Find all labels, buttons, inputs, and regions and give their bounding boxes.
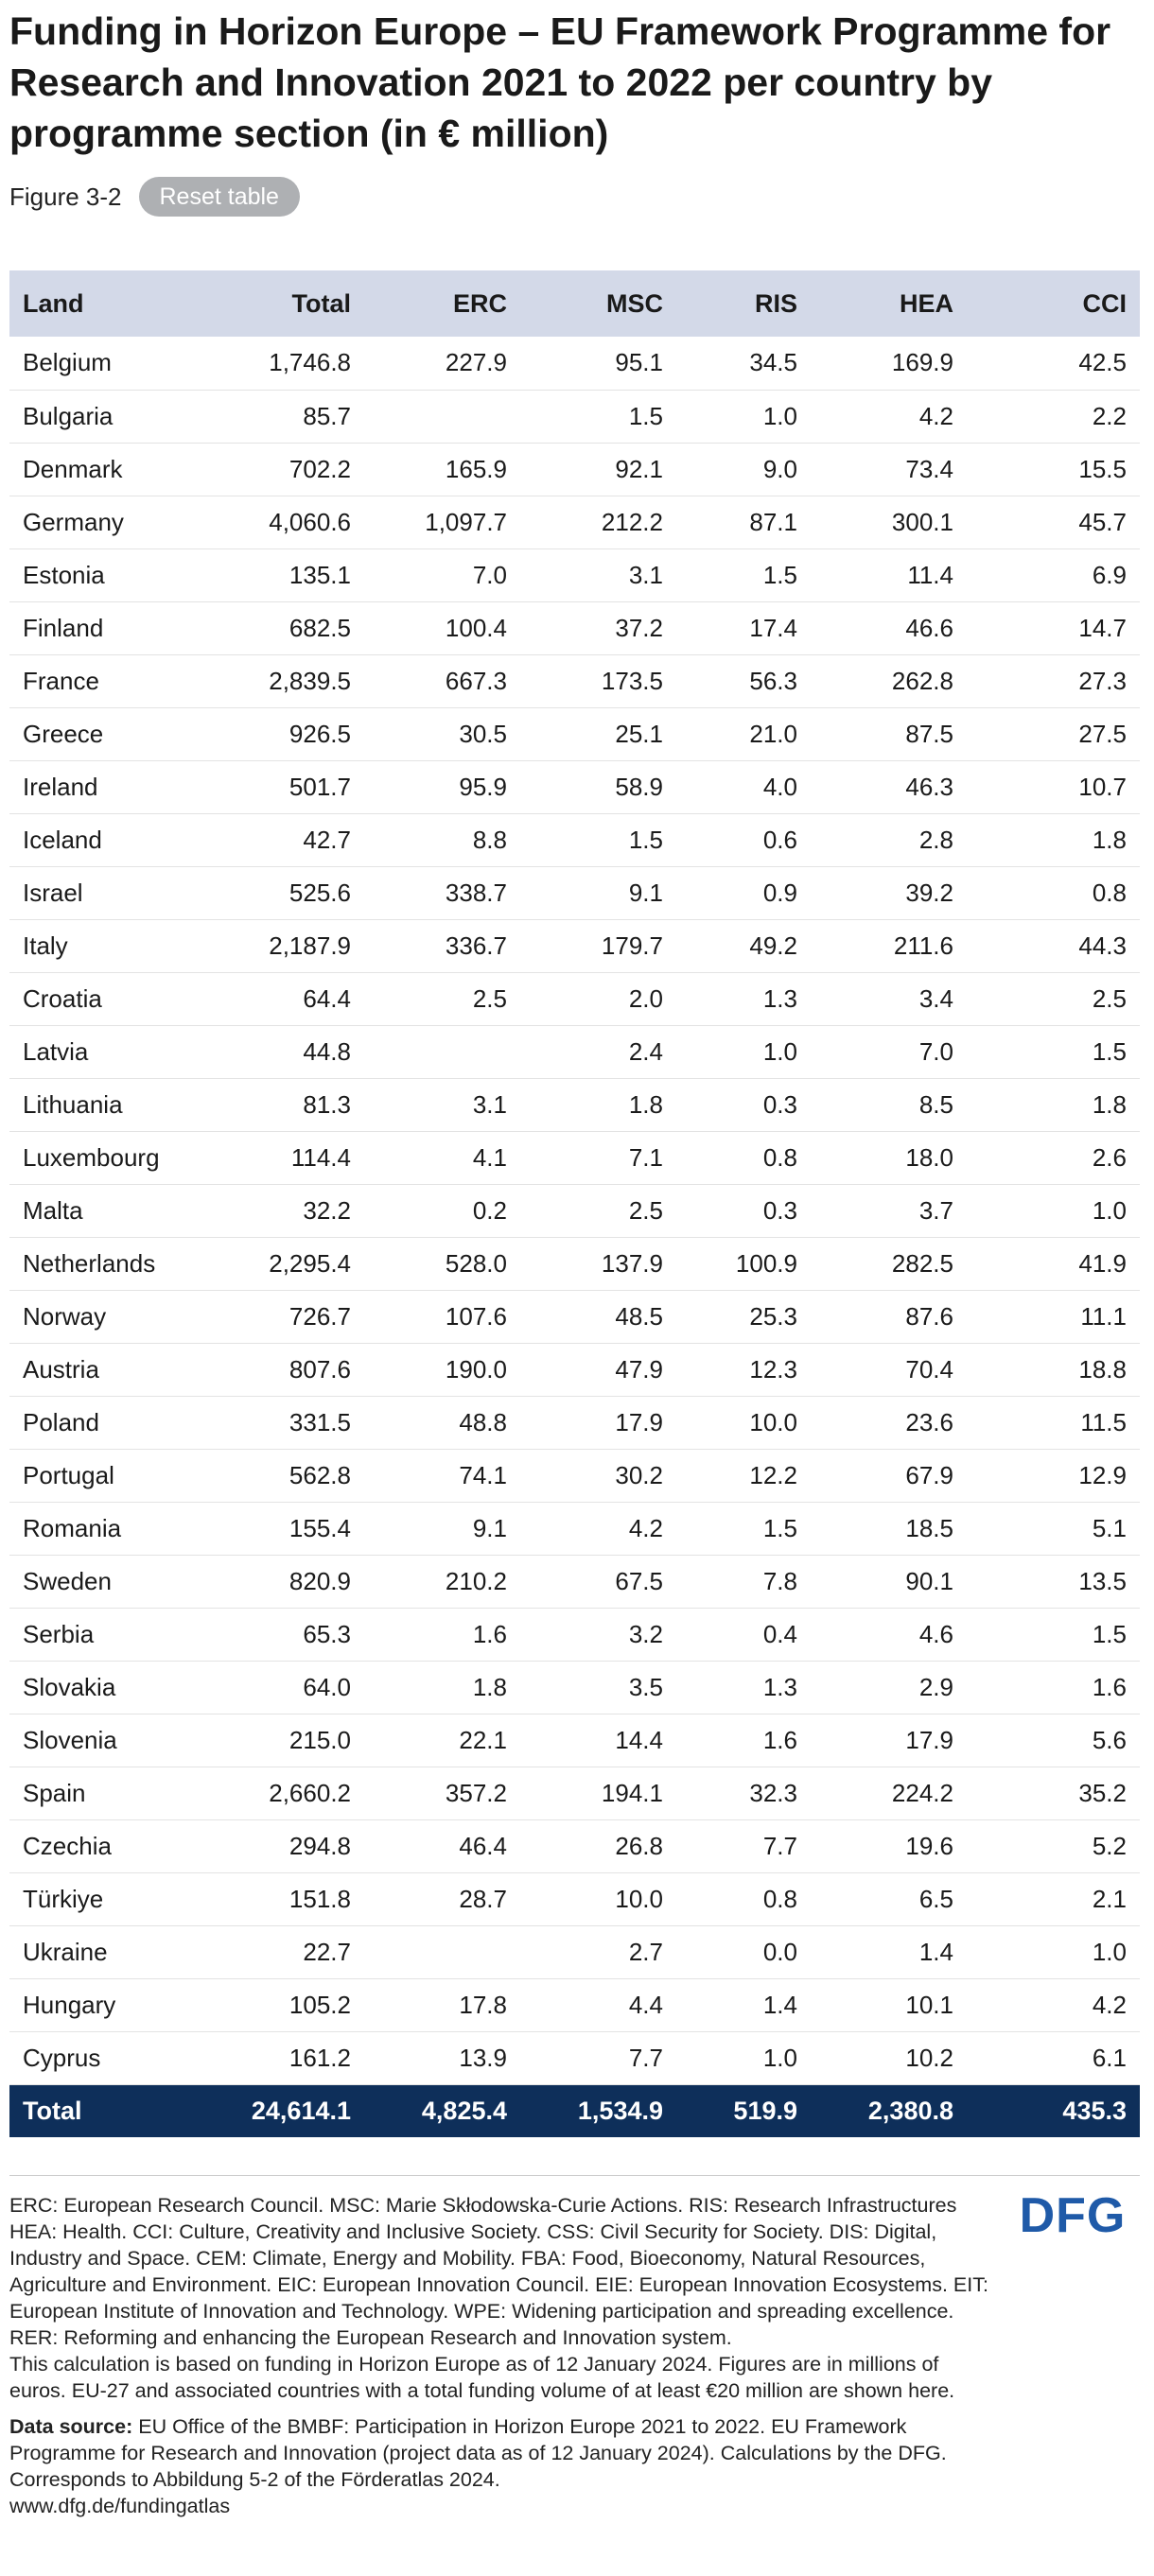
source-url[interactable]: www.dfg.de/fundingatlas: [9, 2495, 231, 2517]
table-row: [9, 1555, 1140, 1608]
value-cell-hea: 300.1: [891, 507, 953, 536]
value-cell-hea: 1.4: [918, 1937, 953, 1966]
value-cell-ris: 1.0: [762, 2043, 797, 2072]
data-source-note: [9, 2413, 993, 2493]
value-cell-erc: 3.1: [472, 1089, 507, 1119]
footer-divider: [9, 2175, 1140, 2176]
value-cell-msc: 1.5: [628, 825, 663, 854]
abbreviations-note: ERC: European Research Council. MSC: Marie Skłodowska-Curie Actions. RIS: Research Infrastructures HEA: Health. CCI: Culture, Creativity and Inclusive Society. CSS: Civil Security for Society. DIS: Digital, Industry and Space. CEM: Climate, Energy and Mobility. FBA: Food, Bioeconomy, Natural Resources, Agriculture and Environment. EIC: European Innovation Council. EIE: European Innovation Ecosystems. EIT: European Institute of Innovation and Technology. WPE: Widening participation and spreading excellence. RER: Reforming and enhancing the European Research and Innovation system.: [9, 2194, 988, 2349]
value-cell-hea: 73.4: [905, 454, 953, 483]
value-cell-total: 2,295.4: [269, 1248, 351, 1278]
country-cell: Austria: [23, 1354, 99, 1384]
value-cell-hea: 87.5: [905, 719, 953, 748]
figure-label: Figure 3-2: [9, 182, 122, 211]
value-cell-hea: 18.5: [905, 1513, 953, 1542]
value-cell-total: 64.0: [303, 1672, 351, 1701]
value-cell-hea: 70.4: [905, 1354, 953, 1384]
country-cell: Iceland: [23, 825, 102, 854]
value-cell-hea: 23.6: [905, 1407, 953, 1436]
country-cell: Belgium: [23, 348, 112, 377]
country-cell: Italy: [23, 931, 68, 960]
value-cell-msc: 7.1: [628, 1142, 663, 1172]
value-cell-cci: 1.5: [1092, 1619, 1127, 1648]
country-cell: Romania: [23, 1513, 122, 1542]
value-cell-msc: 26.8: [615, 1831, 663, 1860]
value-cell-hea: 4.2: [918, 401, 953, 430]
calculation-note: This calculation is based on funding in Horizon Europe as of 12 January 2024. Figures are in millions of euros. EU-27 and associated countries with a total funding volume of at least €20 million are shown here.: [9, 2353, 955, 2402]
value-cell-msc: 30.2: [615, 1460, 663, 1489]
value-cell-erc: 22.1: [459, 1725, 507, 1754]
funding-table: [9, 270, 1140, 2137]
value-cell-total: 501.7: [288, 772, 351, 801]
country-cell: Netherlands: [23, 1248, 156, 1278]
value-cell-msc: 92.1: [615, 454, 663, 483]
value-cell-ris: 0.6: [762, 825, 797, 854]
value-cell-hea: 87.6: [905, 1301, 953, 1331]
country-cell: Malta: [23, 1195, 83, 1225]
value-cell-erc: 9.1: [472, 1513, 507, 1542]
value-cell-ris: 32.3: [749, 1778, 797, 1807]
value-cell-total: 2,660.2: [269, 1778, 351, 1807]
value-cell-ris: 0.3: [762, 1195, 797, 1225]
table-header-row: [9, 270, 1140, 337]
value-cell-ris: 7.7: [762, 1831, 797, 1860]
value-cell-hea: 18.0: [905, 1142, 953, 1172]
value-cell-cci: 1.8: [1092, 825, 1127, 854]
value-cell-erc: 4.1: [472, 1142, 507, 1172]
table-row: [9, 548, 1140, 601]
table-row: [9, 1025, 1140, 1078]
value-cell-hea: 39.2: [905, 878, 953, 907]
value-cell-hea: 2.8: [918, 825, 953, 854]
total-cell-msc: 1,534.9: [577, 2096, 663, 2125]
value-cell-msc: 3.5: [628, 1672, 663, 1701]
value-cell-msc: 4.4: [628, 1990, 663, 2019]
value-cell-total: 44.8: [303, 1036, 351, 1066]
value-cell-ris: 1.4: [762, 1990, 797, 2019]
value-cell-erc: 210.2: [445, 1566, 507, 1595]
table-row: [9, 1767, 1140, 1819]
value-cell-hea: 3.7: [918, 1195, 953, 1225]
value-cell-erc: 1.8: [472, 1672, 507, 1701]
value-cell-hea: 17.9: [905, 1725, 953, 1754]
value-cell-total: 525.6: [288, 878, 351, 907]
value-cell-ris: 9.0: [762, 454, 797, 483]
country-cell: Israel: [23, 878, 83, 907]
value-cell-erc: 338.7: [445, 878, 507, 907]
table-row: [9, 1290, 1140, 1343]
table-row: [9, 1661, 1140, 1714]
total-row: [9, 2084, 1140, 2137]
country-cell: Slovakia: [23, 1672, 116, 1701]
value-cell-ris: 12.3: [749, 1354, 797, 1384]
value-cell-msc: 3.2: [628, 1619, 663, 1648]
value-cell-ris: 4.0: [762, 772, 797, 801]
value-cell-ris: 7.8: [762, 1566, 797, 1595]
value-cell-msc: 67.5: [615, 1566, 663, 1595]
value-cell-ris: 12.2: [749, 1460, 797, 1489]
value-cell-total: 1,746.8: [269, 348, 351, 377]
value-cell-cci: 44.3: [1078, 931, 1127, 960]
value-cell-erc: 28.7: [459, 1884, 507, 1913]
value-cell-cci: 42.5: [1078, 348, 1127, 377]
column-header-total[interactable]: Total: [291, 288, 351, 318]
value-cell-hea: 4.6: [918, 1619, 953, 1648]
total-label: Total: [23, 2096, 82, 2125]
value-cell-cci: 18.8: [1078, 1354, 1127, 1384]
value-cell-hea: 19.6: [905, 1831, 953, 1860]
value-cell-ris: 0.0: [762, 1937, 797, 1966]
value-cell-cci: 35.2: [1078, 1778, 1127, 1807]
value-cell-msc: 2.0: [628, 983, 663, 1013]
value-cell-total: 294.8: [288, 1831, 351, 1860]
value-cell-total: 85.7: [303, 401, 351, 430]
value-cell-ris: 25.3: [749, 1301, 797, 1331]
value-cell-ris: 1.5: [762, 1513, 797, 1542]
column-header-ris[interactable]: RIS: [754, 288, 797, 318]
value-cell-total: 331.5: [288, 1407, 351, 1436]
value-cell-cci: 1.0: [1092, 1937, 1127, 1966]
value-cell-cci: 10.7: [1078, 772, 1127, 801]
column-header-hea[interactable]: HEA: [899, 288, 953, 318]
value-cell-erc: 336.7: [445, 931, 507, 960]
country-cell: Sweden: [23, 1566, 112, 1595]
value-cell-erc: 1.6: [472, 1619, 507, 1648]
value-cell-hea: 67.9: [905, 1460, 953, 1489]
table-body: [9, 337, 1140, 2084]
value-cell-hea: 10.1: [905, 1990, 953, 2019]
country-cell: Germany: [23, 507, 124, 536]
footnotes: [9, 2192, 993, 2519]
table-row: [9, 496, 1140, 548]
value-cell-cci: 1.8: [1092, 1089, 1127, 1119]
table-row: [9, 1449, 1140, 1502]
value-cell-cci: 5.2: [1092, 1831, 1127, 1860]
value-cell-erc: 7.0: [472, 560, 507, 589]
value-cell-cci: 11.1: [1080, 1301, 1127, 1331]
value-cell-erc: 95.9: [459, 772, 507, 801]
value-cell-cci: 2.1: [1092, 1884, 1127, 1913]
value-cell-msc: 37.2: [615, 613, 663, 642]
country-cell: Poland: [23, 1407, 99, 1436]
value-cell-msc: 173.5: [601, 666, 663, 695]
table-row: [9, 1502, 1140, 1555]
dfg-logo-text: DFG: [1019, 2188, 1127, 2239]
country-cell: Latvia: [23, 1036, 89, 1066]
value-cell-erc: 8.8: [472, 825, 507, 854]
value-cell-total: 161.2: [288, 2043, 351, 2072]
value-cell-ris: 0.3: [762, 1089, 797, 1119]
value-cell-cci: 15.5: [1078, 454, 1127, 483]
value-cell-erc: 13.9: [459, 2043, 507, 2072]
reset-table-button[interactable]: Reset table: [139, 177, 300, 217]
table-row: [9, 1978, 1140, 2031]
value-cell-msc: 2.7: [628, 1937, 663, 1966]
column-header-cci[interactable]: CCI: [1082, 288, 1127, 318]
value-cell-hea: 211.6: [893, 931, 953, 960]
country-cell: Serbia: [23, 1619, 95, 1648]
table-row: [9, 707, 1140, 760]
value-cell-cci: 1.6: [1092, 1672, 1127, 1701]
value-cell-msc: 17.9: [615, 1407, 663, 1436]
value-cell-ris: 1.0: [762, 401, 797, 430]
column-header-erc[interactable]: ERC: [452, 288, 507, 318]
country-cell: Finland: [23, 613, 104, 642]
table-row: [9, 601, 1140, 654]
value-cell-msc: 14.4: [615, 1725, 663, 1754]
value-cell-hea: 46.3: [905, 772, 953, 801]
value-cell-ris: 10.0: [749, 1407, 797, 1436]
total-cell-hea: 2,380.8: [867, 2096, 953, 2125]
value-cell-erc: 190.0: [445, 1354, 507, 1384]
value-cell-cci: 2.2: [1092, 401, 1127, 430]
value-cell-erc: 74.1: [459, 1460, 507, 1489]
value-cell-hea: 2.9: [918, 1672, 953, 1701]
value-cell-total: 22.7: [303, 1937, 351, 1966]
country-cell: Slovenia: [23, 1725, 117, 1754]
country-cell: Spain: [23, 1778, 86, 1807]
value-cell-cci: 11.5: [1080, 1407, 1127, 1436]
value-cell-msc: 1.8: [628, 1089, 663, 1119]
value-cell-erc: 528.0: [445, 1248, 507, 1278]
total-cell-erc: 4,825.4: [421, 2096, 507, 2125]
country-cell: Greece: [23, 719, 104, 748]
total-cell-cci: 435.3: [1062, 2096, 1127, 2125]
value-cell-total: 4,060.6: [269, 507, 351, 536]
value-cell-hea: 6.5: [918, 1884, 953, 1913]
country-cell: Ireland: [23, 772, 98, 801]
country-cell: Norway: [23, 1301, 107, 1331]
value-cell-msc: 95.1: [615, 348, 663, 377]
value-cell-hea: 169.9: [891, 348, 953, 377]
value-cell-erc: 165.9: [445, 454, 507, 483]
table-row: [9, 813, 1140, 866]
table-row: [9, 919, 1140, 972]
value-cell-total: 726.7: [288, 1301, 351, 1331]
value-cell-msc: 25.1: [615, 719, 663, 748]
value-cell-ris: 100.9: [735, 1248, 797, 1278]
value-cell-ris: 87.1: [749, 507, 797, 536]
country-cell: Luxembourg: [23, 1142, 160, 1172]
value-cell-total: 64.4: [303, 983, 351, 1013]
value-cell-total: 32.2: [303, 1195, 351, 1225]
value-cell-cci: 5.1: [1092, 1513, 1127, 1542]
value-cell-msc: 194.1: [601, 1778, 663, 1807]
table-row: [9, 1131, 1140, 1184]
value-cell-erc: [364, 1925, 520, 1978]
data-source-label: Data source:: [9, 2415, 133, 2438]
value-cell-msc: 58.9: [615, 772, 663, 801]
column-header-msc[interactable]: MSC: [606, 288, 663, 318]
value-cell-total: 562.8: [288, 1460, 351, 1489]
value-cell-msc: 3.1: [628, 560, 663, 589]
table-row: [9, 1078, 1140, 1131]
country-cell: France: [23, 666, 99, 695]
value-cell-erc: 667.3: [445, 666, 507, 695]
table-row: [9, 760, 1140, 813]
value-cell-total: 682.5: [288, 613, 351, 642]
country-cell: Czechia: [23, 1831, 112, 1860]
table-row: [9, 2031, 1140, 2084]
value-cell-erc: 357.2: [445, 1778, 507, 1807]
value-cell-total: 105.2: [288, 1990, 351, 2019]
value-cell-msc: 7.7: [628, 2043, 663, 2072]
country-cell: Ukraine: [23, 1937, 108, 1966]
value-cell-cci: 5.6: [1092, 1725, 1127, 1754]
value-cell-erc: 30.5: [459, 719, 507, 748]
value-cell-hea: 10.2: [905, 2043, 953, 2072]
value-cell-cci: 45.7: [1078, 507, 1127, 536]
value-cell-total: 807.6: [288, 1354, 351, 1384]
value-cell-total: 702.2: [288, 454, 351, 483]
value-cell-erc: 17.8: [459, 1990, 507, 2019]
country-cell: Hungary: [23, 1990, 116, 2019]
value-cell-total: 65.3: [303, 1619, 351, 1648]
table-row: [9, 1608, 1140, 1661]
value-cell-msc: 137.9: [601, 1248, 663, 1278]
value-cell-msc: 2.4: [628, 1036, 663, 1066]
value-cell-ris: 34.5: [749, 348, 797, 377]
table-row: [9, 337, 1140, 390]
value-cell-msc: 1.5: [628, 401, 663, 430]
country-cell: Cyprus: [23, 2043, 101, 2072]
value-cell-cci: 2.5: [1092, 983, 1127, 1013]
value-cell-hea: 11.4: [907, 560, 953, 589]
value-cell-ris: 17.4: [749, 613, 797, 642]
value-cell-msc: 212.2: [601, 507, 663, 536]
value-cell-cci: 6.9: [1092, 560, 1127, 589]
value-cell-ris: 21.0: [749, 719, 797, 748]
value-cell-msc: 179.7: [601, 931, 663, 960]
value-cell-cci: 6.1: [1092, 2043, 1127, 2072]
value-cell-ris: 1.0: [762, 1036, 797, 1066]
table-row: [9, 1819, 1140, 1872]
value-cell-msc: 48.5: [615, 1301, 663, 1331]
value-cell-ris: 0.9: [762, 878, 797, 907]
value-cell-cci: 4.2: [1092, 1990, 1127, 2019]
value-cell-erc: [364, 390, 520, 443]
value-cell-cci: 1.5: [1092, 1036, 1127, 1066]
value-cell-hea: 282.5: [891, 1248, 953, 1278]
value-cell-total: 2,839.5: [269, 666, 351, 695]
table-row: [9, 443, 1140, 496]
value-cell-cci: 27.3: [1078, 666, 1127, 695]
table-row: [9, 866, 1140, 919]
value-cell-cci: 41.9: [1078, 1248, 1127, 1278]
value-cell-total: 155.4: [288, 1513, 351, 1542]
column-header-land[interactable]: Land: [23, 288, 84, 318]
value-cell-msc: 47.9: [615, 1354, 663, 1384]
country-cell: Bulgaria: [23, 401, 114, 430]
value-cell-ris: 1.3: [762, 1672, 797, 1701]
value-cell-hea: 7.0: [918, 1036, 953, 1066]
value-cell-erc: 227.9: [445, 348, 507, 377]
value-cell-hea: 224.2: [891, 1778, 953, 1807]
table-row: [9, 1237, 1140, 1290]
value-cell-cci: 12.9: [1078, 1460, 1127, 1489]
value-cell-msc: 10.0: [615, 1884, 663, 1913]
value-cell-ris: 0.8: [762, 1884, 797, 1913]
value-cell-cci: 27.5: [1078, 719, 1127, 748]
value-cell-total: 151.8: [288, 1884, 351, 1913]
table-row: [9, 1925, 1140, 1978]
value-cell-total: 114.4: [290, 1142, 351, 1172]
value-cell-hea: 46.6: [905, 613, 953, 642]
value-cell-ris: 49.2: [749, 931, 797, 960]
value-cell-hea: 8.5: [918, 1089, 953, 1119]
page-title: Funding in Horizon Europe – EU Framework Programme for Research and Innovation 2021 to 2022 per country by programme section (in € million): [9, 9, 1111, 155]
country-cell: Türkiye: [23, 1884, 104, 1913]
country-cell: Estonia: [23, 560, 105, 589]
value-cell-hea: 90.1: [905, 1566, 953, 1595]
value-cell-hea: 3.4: [918, 983, 953, 1013]
value-cell-total: 42.7: [303, 825, 351, 854]
value-cell-msc: 9.1: [628, 878, 663, 907]
value-cell-ris: 0.4: [762, 1619, 797, 1648]
table-row: [9, 390, 1140, 443]
value-cell-hea: 262.8: [891, 666, 953, 695]
country-cell: Croatia: [23, 983, 102, 1013]
table-row: [9, 1714, 1140, 1767]
value-cell-erc: 0.2: [472, 1195, 507, 1225]
value-cell-erc: 2.5: [472, 983, 507, 1013]
table-row: [9, 1872, 1140, 1925]
value-cell-msc: 2.5: [628, 1195, 663, 1225]
value-cell-cci: 2.6: [1092, 1142, 1127, 1172]
total-cell-total: 24,614.1: [251, 2096, 351, 2125]
figure-toolbar: [9, 176, 300, 218]
table-row: [9, 1184, 1140, 1237]
value-cell-erc: 46.4: [459, 1831, 507, 1860]
dfg-logo: [1005, 2186, 1142, 2239]
value-cell-total: 926.5: [288, 719, 351, 748]
value-cell-ris: 0.8: [762, 1142, 797, 1172]
value-cell-ris: 1.6: [762, 1725, 797, 1754]
table-row: [9, 1343, 1140, 1396]
country-cell: Portugal: [23, 1460, 114, 1489]
table-row: [9, 1396, 1140, 1449]
value-cell-erc: [364, 1025, 520, 1078]
value-cell-total: 81.3: [303, 1089, 351, 1119]
country-cell: Denmark: [23, 454, 123, 483]
table-row: [9, 654, 1140, 707]
value-cell-msc: 4.2: [628, 1513, 663, 1542]
value-cell-erc: 1,097.7: [425, 507, 507, 536]
value-cell-erc: 48.8: [459, 1407, 507, 1436]
value-cell-cci: 14.7: [1078, 613, 1127, 642]
value-cell-total: 2,187.9: [269, 931, 351, 960]
country-cell: Lithuania: [23, 1089, 123, 1119]
data-source-text: EU Office of the BMBF: Participation in Horizon Europe 2021 to 2022. EU Framework Programme for Research and Innovation (project data as of 12 January 2024). Calculations by the DFG. Corresponds to Abbildung 5-2 of the Förderatlas 2024.: [9, 2415, 947, 2491]
value-cell-ris: 56.3: [749, 666, 797, 695]
value-cell-total: 820.9: [288, 1566, 351, 1595]
table-row: [9, 972, 1140, 1025]
value-cell-total: 215.0: [288, 1725, 351, 1754]
value-cell-ris: 1.5: [762, 560, 797, 589]
value-cell-cci: 0.8: [1092, 878, 1127, 907]
value-cell-erc: 100.4: [445, 613, 507, 642]
value-cell-ris: 1.3: [762, 983, 797, 1013]
value-cell-total: 135.1: [288, 560, 351, 589]
value-cell-erc: 107.6: [445, 1301, 507, 1331]
value-cell-cci: 1.0: [1092, 1195, 1127, 1225]
total-cell-ris: 519.9: [733, 2096, 797, 2125]
value-cell-cci: 13.5: [1078, 1566, 1127, 1595]
